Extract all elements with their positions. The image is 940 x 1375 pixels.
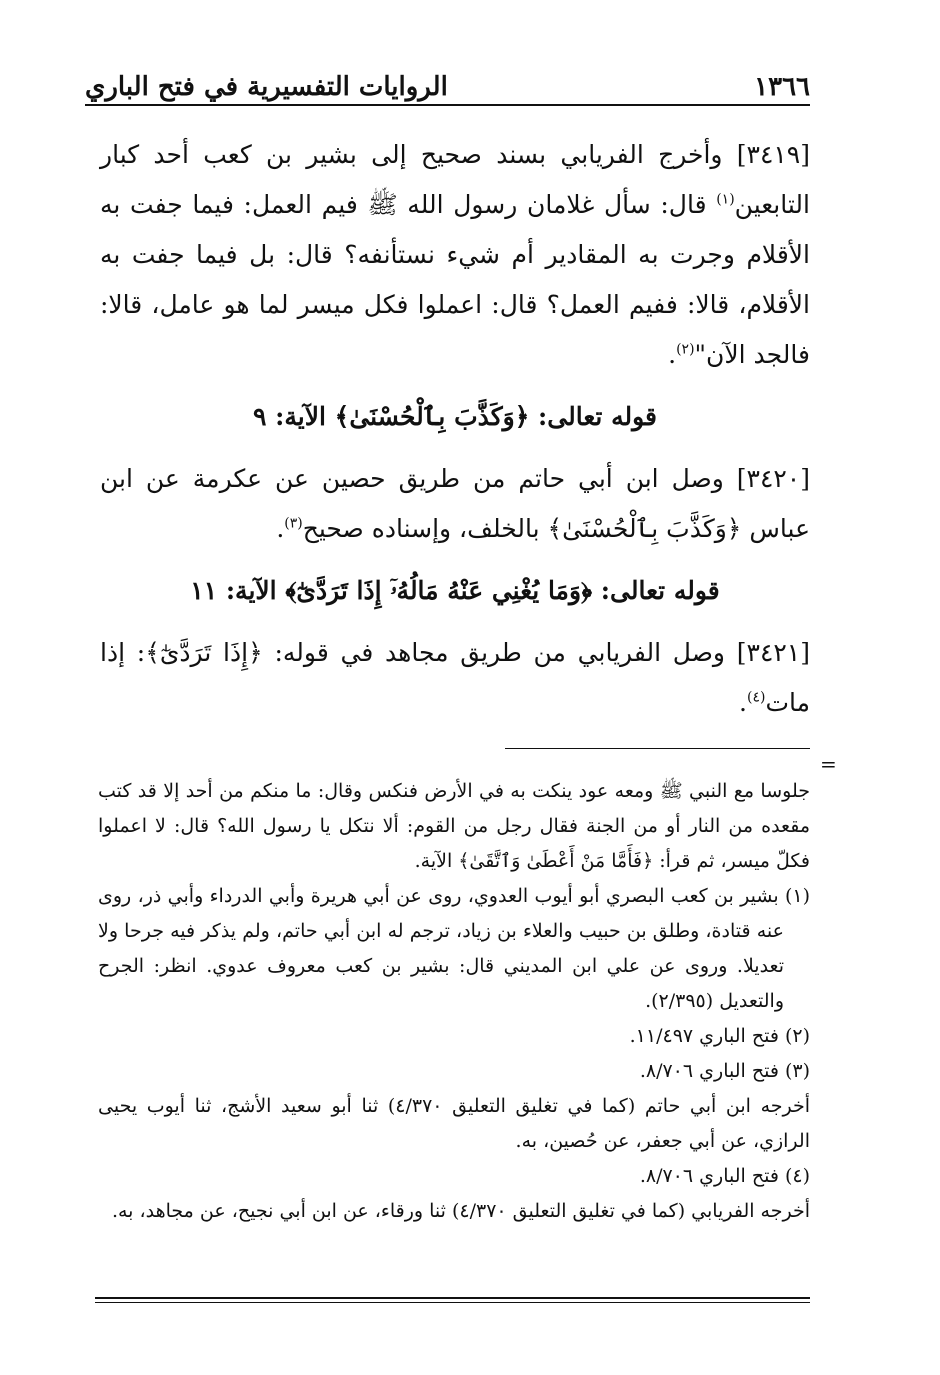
paragraph-3421-end: . [739,688,747,717]
footnote-1: (١) بشير بن كعب البصري أبو أيوب العدوي، روى عن أبي هريرة وأبي الدرداء وأبي ذر، روى عنه قتادة، وطلق بن حبيب والعلاء بن زياد، ترجم له ابن أبي حاتم، ولم يذكر فيه جرحا ولا تعديلا. وروى عن علي ابن المديني قال: بشير بن كعب معروف عدوي. انظر: الجرح والتعديل (٢/٣٩٥). [98,885,810,1012]
page-header [85,62,810,102]
page-number: ١٣٦٦ [754,72,810,102]
header-rule [85,104,810,106]
verse-heading-11: قوله تعالى: ﴿وَمَا يُغْنِي عَنْهُ مَالُهُۥٓ إِذَا تَرَدَّىٰٓ﴾ الآية: ١١ [190,576,720,605]
footnote-3-detail: أخرجه ابن أبي حاتم (كما في تغليق التعليق ٤/٣٧٠) ثنا أبو سعيد الأشج، ثنا أيوب يحيى الرازي، عن أبي جعفر، عن حُصين، به. [98,1095,811,1152]
running-title: الروايات التفسيرية في فتح الباري [85,72,448,102]
paragraph-3419 [100,130,810,380]
footnotes [98,774,810,1229]
footnote-ref-2[interactable]: (٢) [676,341,695,358]
footnote-ref-1[interactable]: (١) [716,191,735,208]
paragraph-3421 [100,628,810,728]
verse-heading-9: قوله تعالى: ﴿وَكَذَّبَ بِٱلْحُسْنَىٰ﴾ الآية: ٩ [253,402,657,431]
footnote-2: (٢) فتح الباري ١١/٤٩٧. [629,1025,810,1047]
footer-rule-thin [95,1302,810,1303]
footnote-continued: جلوسا مع النبي ﷺ ومعه عود ينكت به في الأرض فنكس وقال: ما منكم من أحد إلا قد كتب مقعده من النار أو من الجنة فقال رجل من القوم: ألا نتكل يا رسول الله؟ قال: لا اعملوا فكلّ ميسر، ثم قرأ: ﴿فَأَمَّا مَنْ أَعْطَىٰ وَٱتَّقَىٰ﴾ الآية. [98,780,810,872]
paragraph-3420 [100,454,810,554]
main-text [100,130,810,728]
footnote-4: (٤) فتح الباري ٨/٧٠٦. [639,1165,810,1187]
footnote-ref-4[interactable]: (٤) [746,689,766,706]
paragraph-3419-end: . [668,340,677,369]
paragraph-3421-text: [٣٤٢١] وصل الفريابي من طريق مجاهد في قوله: ﴿إِذَا تَرَدَّىٰٓ﴾: إذا مات [100,638,810,717]
footnote-3: (٣) فتح الباري ٨/٧٠٦. [639,1060,810,1082]
paragraph-3420-text: [٣٤٢٠] وصل ابن أبي حاتم من طريق حصين عن عكرمة عن ابن عباس ﴿وَكَذَّبَ بِٱلْحُسْنَىٰ﴾ بالخلف، وإسناده صحيح [100,464,810,543]
footer-rule [95,1297,810,1299]
continuation-mark: = [820,752,837,776]
paragraph-3419-text-b: قال: سأل غلامان رسول الله ﷺ فيم العمل: فيما جفت به الأقلام وجرت به المقادير أم شيء نستأنفه؟ قال: بل فيما جفت به الأقلام، قالا: ففيم العمل؟ قال: اعملوا فكل ميسر لما هو عامل، قالا: فالجد الآن" [100,190,810,369]
footnote-separator [505,748,810,749]
footnote-4-detail: أخرجه الفريابي (كما في تغليق التعليق ٤/٣٧٠) ثنا ورقاء، عن ابن أبي نجيح، عن مجاهد، به. [111,1200,810,1222]
paragraph-3419-text: [٣٤١٩] وأخرج الفريابي بسند صحيح إلى بشير بن كعب أحد كبار التابعين [100,140,810,219]
paragraph-3420-end: . [276,514,285,543]
footnote-ref-3[interactable]: (٣) [284,515,303,532]
